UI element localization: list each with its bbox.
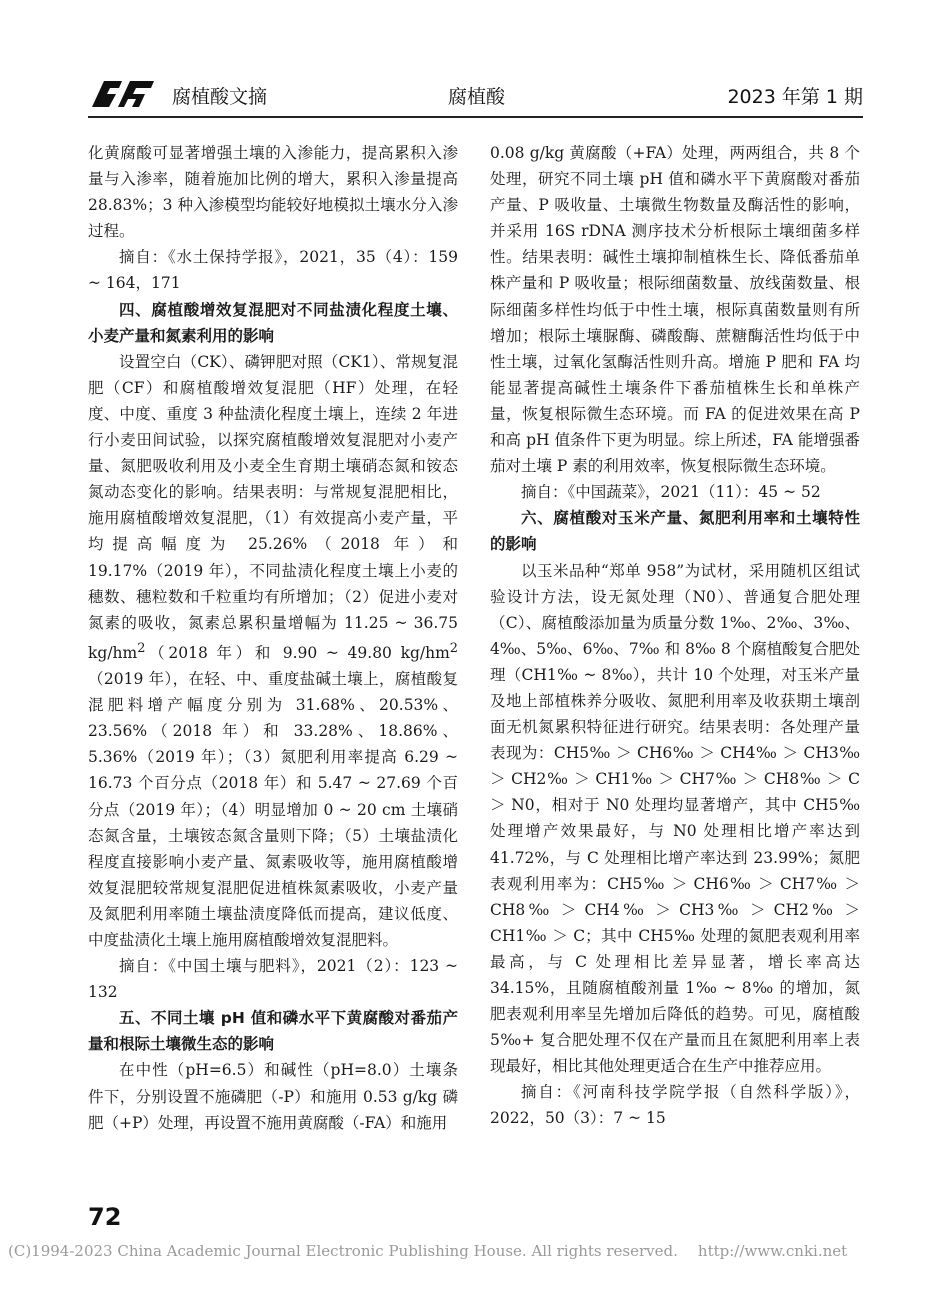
source-citation: 摘自：《中国蔬菜》，2021（11）：45 ~ 52	[521, 483, 821, 502]
source-citation: 摘自：《中国土壤与肥料》，2021（2）：123 ~ 132	[88, 957, 458, 1002]
section-5-body: 在中性（pH=6.5）和碱性（pH=8.0）土壤条件下，分别设置不施磷肥（-P）和施用 0.53 g/kg 磷肥（+P）处理，再设置不施用黄腐酸（-FA）和施用	[88, 1061, 458, 1132]
header-divider	[88, 116, 863, 118]
issue-label: 2023 年第 1 期	[727, 86, 863, 108]
paragraph-continuation: 化黄腐酸可显著增强土壤的入渗能力，提高累积入渗量与入渗率，随着施加比例的增大，累积入渗量提高 28.83%；3 种入渗模型均能较好地模拟土壤水分入渗过程。	[88, 144, 458, 241]
source-citation: 摘自：《河南科技学院学报（自然科学版）》，2022，50（3）：7 ~ 15	[490, 1083, 860, 1128]
section-4-text-b: （2018 年）和 9.90 ~ 49.80 kg/hm	[145, 643, 450, 662]
section-4-text-a: 设置空白（CK）、磷钾肥对照（CK1）、常规复混肥（CF）和腐植酸增效复混肥（HF）处理，在轻度、中度、重度 3 种盐渍化程度土壤上，连续 2 年进行小麦田间试验，以探究腐植酸增效复混肥对小麦产量、氮肥吸收利用及小麦全生育期土壤硝态氮和铵态氮动态变化的影响。结果表明：与常规复混肥相比，施用腐植酸增效复混肥，（1）有效提高小麦产量，平均提高幅度为 25.26%（2018 年）和 19.17%（2019 年），不同盐渍化程度土壤上小麦的穗数、穗粒数和千粒重均有所增加；（2）促进小麦对氮素的吸收，氮素总累积量增幅为 11.25 ~ 36.75 kg/hm	[88, 352, 458, 662]
journal-logo-icon	[88, 77, 158, 111]
page-number: 72	[88, 1203, 122, 1231]
copyright-watermark	[8, 1242, 847, 1260]
section-5-body-continued: 0.08 g/kg 黄腐酸（+FA）处理，两两组合，共 8 个处理，研究不同土壤 pH 值和磷水平下黄腐酸对番茄产量、P 吸收量、土壤微生物数量及酶活性的影响，并采用 16S rDNA 测序技术分析根际土壤细菌多样性。结果表明：碱性土壤抑制植株生长、降低番茄单株产量和 P 吸收量；根际细菌数量、放线菌数量、根际细菌多样性均低于中性土壤，根际真菌数量则有所增加；根际土壤脲酶、磷酸酶、蔗糖酶活性均低于中性土壤，过氧化氢酶活性则升高。增施 P 肥和 FA 均能显著提高碱性土壤条件下番茄植株生长和单株产量，恢复根际微生态环境。而 FA 的促进效果在高 P 和高 pH 值条件下更为明显。综上所述，FA 能增强番茄对土壤 P 素的利用效率，恢复根际微生态环境。	[490, 144, 860, 476]
source-citation: 摘自：《水土保持学报》，2021，35（4）：159 ~ 164，171	[88, 248, 458, 293]
journal-name: 腐植酸	[448, 86, 506, 108]
superscript: 2	[449, 640, 458, 656]
page-header	[88, 72, 863, 122]
right-column	[490, 140, 860, 1132]
superscript: 2	[137, 640, 146, 656]
site-url: http://www.cnki.net	[697, 1242, 848, 1260]
journal-section-title: 腐植酸文摘	[172, 86, 268, 108]
section-heading-5: 五、不同土壤 pH 值和磷水平下黄腐酸对番茄产量和根际土壤微生态的影响	[88, 1009, 458, 1054]
section-6-body: 以玉米品种“郑单 958”为试材，采用随机区组试验设计方法，设无氮处理（N0）、普通复合肥处理（C）、腐植酸添加量为质量分数 1‰、2‰、3‰、4‰、5‰、6‰、7‰ 和 8‰ 8 个腐植酸复合肥处理（CH1‰ ~ 8‰），共计 10 个处理，对玉米产量及地上部植株养分吸收、氮肥利用率及收获期土壤剖面无机氮累积特征进行研究。结果表明：各处理产量表现为：CH5‰ ＞ CH6‰ ＞ CH4‰ ＞ CH3‰ ＞ CH2‰ ＞ CH1‰ ＞ CH7‰ ＞ CH8‰ ＞ C ＞ N0，相对于 N0 处理均显著增产，其中 CH5‰ 处理增产效果最好，与 N0 处理相比增产率达到 41.72%，与 C 处理相比增产率达到 23.99%；氮肥表观利用率为：CH5‰ ＞ CH6‰ ＞ CH7‰ ＞ CH8‰ ＞ CH4‰ ＞ CH3‰ ＞ CH2‰ ＞ CH1‰ ＞ C；其中 CH5‰ 处理的氮肥表观利用率最高，与 C 处理相比差异显著，增长率高达 34.15%，且随腐植酸剂量 1‰ ~ 8‰ 的增加，氮肥表观利用率呈先增加后降低的趋势。可见，腐植酸 5‰+ 复合肥处理不仅在产量而且在氮肥利用率上表现最好，相比其他处理更适合在生产中推荐应用。	[490, 561, 860, 1076]
section-heading-4: 四、腐植酸增效复混肥对不同盐渍化程度土壤、小麦产量和氮素利用的影响	[88, 300, 458, 345]
section-4-text-c: （2019 年），在轻、中、重度盐碱土壤上，腐植酸复混肥料增产幅度分别为 31.68%、20.53%、23.56%（2018 年）和 33.28%、18.86%、5.36%（2019 年）；（3）氮肥利用率提高 6.29 ~ 16.73 个百分点（2018 年）和 5.47 ~ 27.69 个百分点（2019 年）；（4）明显增加 0 ~ 20 cm 土壤硝态氮含量，土壤铵态氮含量则下降；（5）土壤盐渍化程度直接影响小麦产量、氮素吸收等，施用腐植酸增效复混肥较常规复混肥促进植株氮素吸收，小麦产量及氮肥利用率随土壤盐渍度降低而提高，建议低度、中度盐渍化土壤上施用腐植酸增效复混肥料。	[88, 670, 458, 949]
copyright-text: (C)1994-2023 China Academic Journal Electronic Publishing House. All rights reserved.	[8, 1242, 678, 1260]
section-heading-6: 六、腐植酸对玉米产量、氮肥利用率和土壤特性的影响	[490, 509, 860, 554]
section-4-body	[88, 349, 458, 953]
left-column	[88, 140, 458, 1136]
